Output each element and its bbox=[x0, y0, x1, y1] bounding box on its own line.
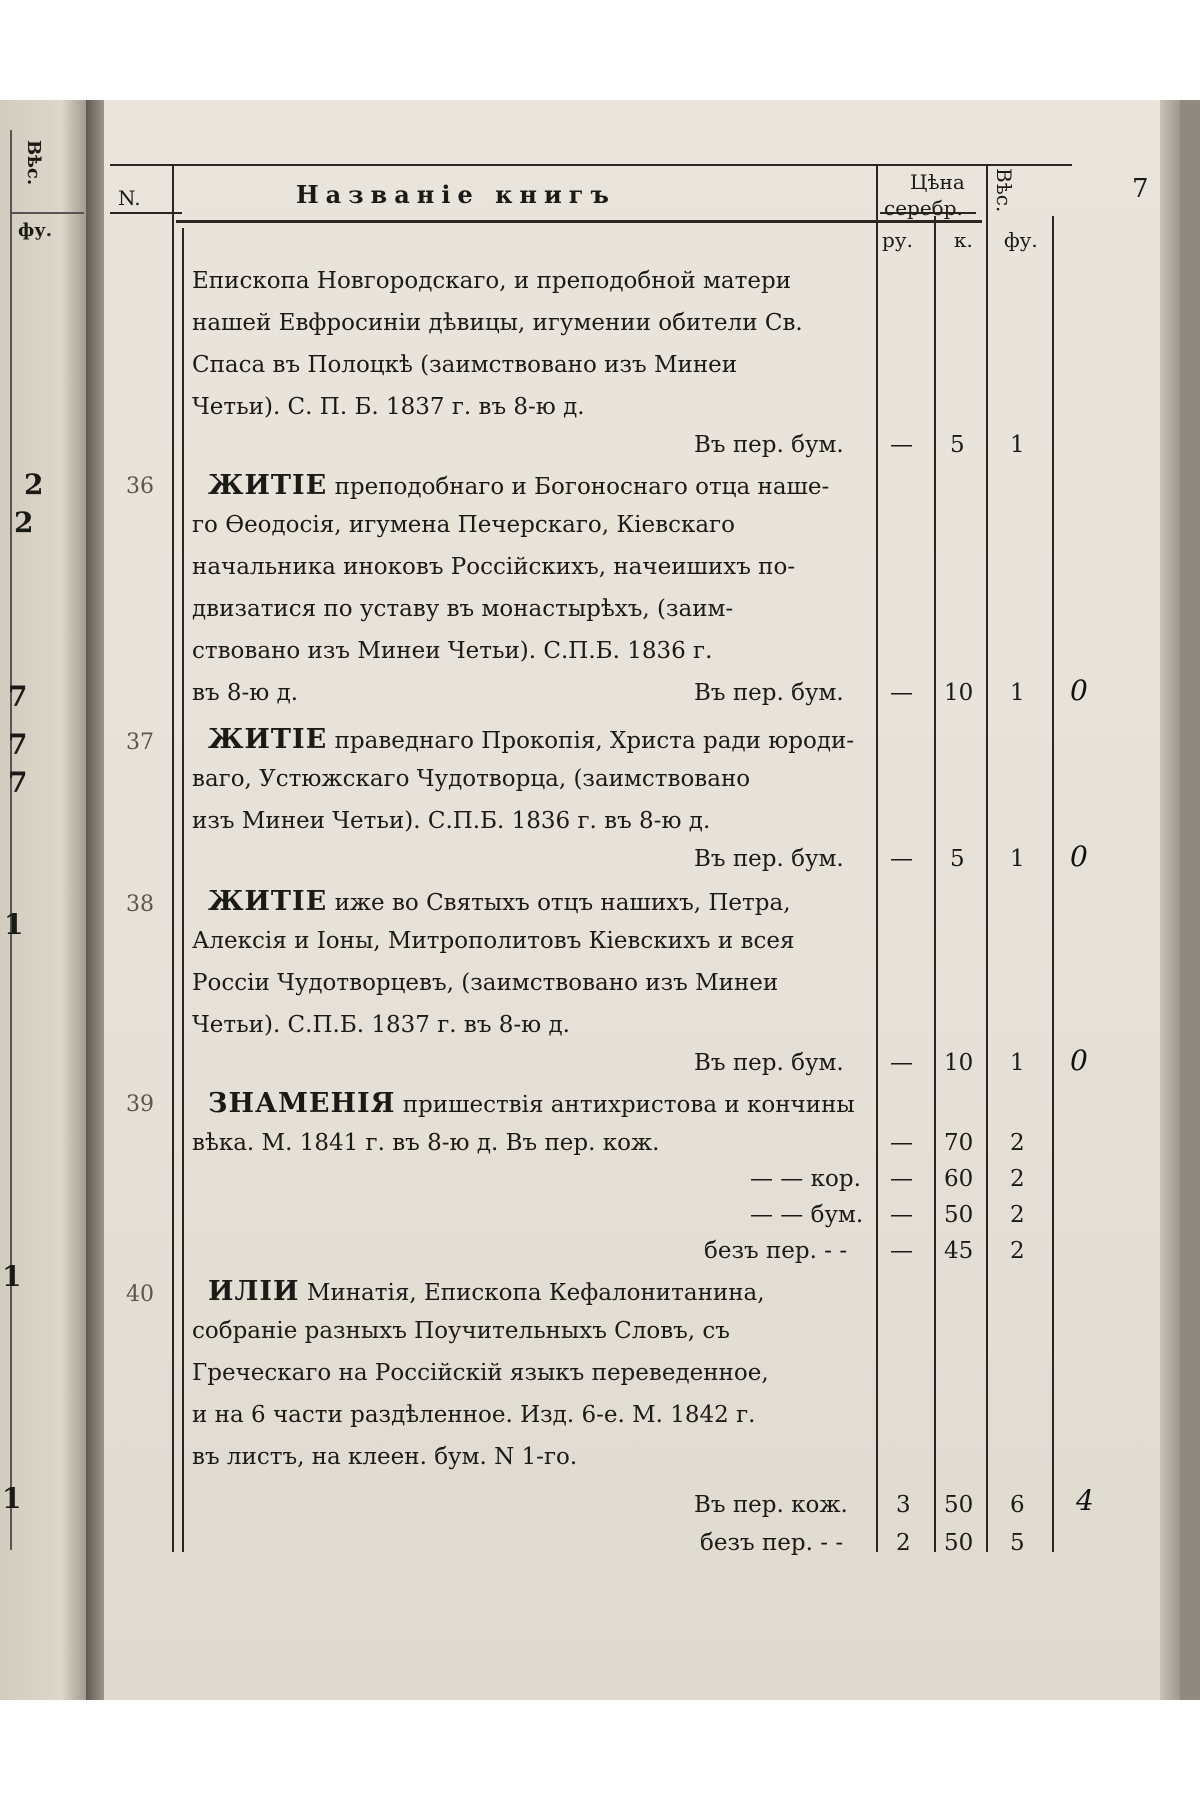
entry-number: 36 bbox=[126, 474, 154, 499]
price-kopecks: 45 bbox=[944, 1238, 974, 1264]
prev-number: 7 bbox=[8, 728, 28, 761]
weight-funt: 2 bbox=[1010, 1130, 1025, 1156]
entry-line: Четьи). С.П.Б. 1837 г. въ 8-ю д. bbox=[192, 1012, 570, 1038]
entry-line: Минатія, Епископа Кефалонитанина, bbox=[306, 1280, 765, 1306]
entry-number: 39 bbox=[126, 1092, 154, 1117]
book-photo bbox=[0, 100, 1200, 1700]
entry-line: преподобнаго и Богоноснаго отца наше- bbox=[334, 474, 830, 500]
binding-label: Въ пер. бум. bbox=[694, 680, 844, 706]
price-header-top: Цѣна bbox=[910, 170, 965, 194]
binding-label: — — кор. bbox=[750, 1166, 861, 1192]
prev-number: 7 bbox=[8, 680, 28, 713]
binding-label: Въ пер. бум. bbox=[694, 1050, 844, 1076]
price-rubles: — bbox=[890, 680, 913, 706]
prev-number: 1 bbox=[2, 1260, 22, 1293]
weight-funt: 1 bbox=[1010, 846, 1025, 872]
entry-heading: ЗНАМЕНІЯ bbox=[208, 1088, 396, 1119]
entry-line: ваго, Устюжскаго Чудотворца, (заимствовано bbox=[192, 766, 751, 792]
handwritten-mark: 0 bbox=[1070, 1044, 1088, 1077]
number-column-header: N. bbox=[118, 186, 141, 210]
price-header-bottom: серебр. bbox=[884, 196, 963, 220]
entry-line: Епископа Новгородскаго, и преподобной матери bbox=[192, 268, 792, 294]
entry-line: Спаса въ Полоцкѣ (заимствовано изъ Минеи bbox=[192, 352, 738, 378]
prev-weight-header: Вѣс. bbox=[23, 140, 44, 186]
weight-funt: 2 bbox=[1010, 1238, 1025, 1264]
entry-line: ствовано изъ Минеи Четьи). С.П.Б. 1836 г. bbox=[192, 638, 713, 664]
entry-line: иже во Святыхъ отцъ нашихъ, Петра, bbox=[334, 890, 791, 916]
previous-page bbox=[0, 100, 88, 1700]
entry-line: изъ Минеи Четьи). С.П.Б. 1836 г. въ 8-ю д. bbox=[192, 808, 711, 834]
entry-heading: ЖИТІЕ bbox=[208, 470, 328, 501]
entry-line: нашей Евфросиніи дѣвицы, игумении обители Св. bbox=[192, 310, 803, 336]
entry-line: вѣка. М. 1841 г. въ 8-ю д. Въ пер. кож. bbox=[192, 1130, 660, 1156]
prev-number: 2 bbox=[14, 506, 34, 539]
prev-number: 1 bbox=[2, 1482, 22, 1515]
price-rubles: — bbox=[890, 1202, 913, 1228]
prev-number: 2 bbox=[24, 468, 44, 501]
weight-funt: 2 bbox=[1010, 1202, 1025, 1228]
price-rubles: — bbox=[890, 1130, 913, 1156]
title-column-header: Названіе книгъ bbox=[296, 180, 616, 209]
prev-number: 7 bbox=[8, 766, 28, 799]
entry-number: 37 bbox=[126, 730, 154, 755]
book-gutter bbox=[86, 100, 106, 1700]
weight-header: Вѣс. bbox=[992, 168, 1016, 213]
entry-heading: ИЛІИ bbox=[208, 1276, 300, 1307]
binding-label: — — бум. bbox=[750, 1202, 864, 1228]
kopecks-subheader: к. bbox=[954, 228, 973, 252]
weight-funt: 1 bbox=[1010, 680, 1025, 706]
weight-funt: 1 bbox=[1010, 1050, 1025, 1076]
price-kopecks: 50 bbox=[944, 1202, 974, 1228]
entry-line: двизатися по уставу въ монастырѣхъ, (заим- bbox=[192, 596, 734, 622]
handwritten-mark: 0 bbox=[1070, 840, 1088, 873]
price-rubles: 2 bbox=[896, 1530, 911, 1556]
entry-line: го Өеодосія, игумена Печерскаго, Кіевскаго bbox=[192, 512, 735, 538]
weight-funt: 6 bbox=[1010, 1492, 1025, 1518]
page-number: 7 bbox=[1132, 174, 1149, 204]
price-kopecks: 5 bbox=[950, 432, 965, 458]
weight-funt: 5 bbox=[1010, 1530, 1025, 1556]
handwritten-mark: 4 bbox=[1076, 1484, 1094, 1517]
entry-line: пришествія антихристова и кончины bbox=[402, 1092, 855, 1118]
entry-heading: ЖИТІЕ bbox=[208, 724, 328, 755]
entry-line: Четьи). С. П. Б. 1837 г. въ 8-ю д. bbox=[192, 394, 585, 420]
price-kopecks: 70 bbox=[944, 1130, 974, 1156]
binding-label: Въ пер. бум. bbox=[694, 432, 844, 458]
prev-funt-header: фу. bbox=[18, 220, 53, 241]
entry-number: 38 bbox=[126, 892, 154, 917]
entry-line: и на 6 части раздѣленное. Изд. 6-е. М. 1842 г. bbox=[192, 1402, 756, 1428]
price-rubles: — bbox=[890, 846, 913, 872]
weight-funt: 1 bbox=[1010, 432, 1025, 458]
weight-funt: 2 bbox=[1010, 1166, 1025, 1192]
entry-line: собраніе разныхъ Поучительныхъ Словъ, съ bbox=[192, 1318, 730, 1344]
funt-subheader: фу. bbox=[1004, 228, 1038, 252]
price-kopecks: 10 bbox=[944, 1050, 974, 1076]
price-kopecks: 60 bbox=[944, 1166, 974, 1192]
prev-number: 1 bbox=[4, 908, 24, 941]
entry-number: 40 bbox=[126, 1282, 154, 1307]
page-edge bbox=[1160, 100, 1180, 1700]
entry-line: Алексія и Іоны, Митрополитовъ Кіевскихъ и всея bbox=[192, 928, 795, 954]
binding-label: безъ пер. - - bbox=[700, 1530, 844, 1556]
entry-line: праведнаго Прокопія, Христа ради юроди- bbox=[334, 728, 855, 754]
catalog-page bbox=[104, 100, 1180, 1700]
price-rubles: — bbox=[890, 1166, 913, 1192]
binding-label: безъ пер. - - bbox=[704, 1238, 848, 1264]
price-kopecks: 10 bbox=[944, 680, 974, 706]
price-rubles: — bbox=[890, 1238, 913, 1264]
price-rubles: — bbox=[890, 432, 913, 458]
entry-heading: ЖИТІЕ bbox=[208, 886, 328, 917]
entry-line: Греческаго на Россійскій языкъ переведенное, bbox=[192, 1360, 769, 1386]
price-rubles: — bbox=[890, 1050, 913, 1076]
price-kopecks: 5 bbox=[950, 846, 965, 872]
price-kopecks: 50 bbox=[944, 1530, 974, 1556]
price-kopecks: 50 bbox=[944, 1492, 974, 1518]
entry-line: въ 8-ю д. bbox=[192, 680, 299, 706]
handwritten-mark: 0 bbox=[1070, 674, 1088, 707]
binding-label: Въ пер. кож. bbox=[694, 1492, 848, 1518]
rubles-subheader: ру. bbox=[882, 228, 913, 252]
price-rubles: 3 bbox=[896, 1492, 911, 1518]
entry-line: начальника иноковъ Россійскихъ, начеишихъ по- bbox=[192, 554, 796, 580]
entry-line: въ листъ, на клеен. бум. N 1-го. bbox=[192, 1444, 578, 1470]
entry-line: Россіи Чудотворцевъ, (заимствовано изъ Минеи bbox=[192, 970, 779, 996]
binding-label: Въ пер. бум. bbox=[694, 846, 844, 872]
